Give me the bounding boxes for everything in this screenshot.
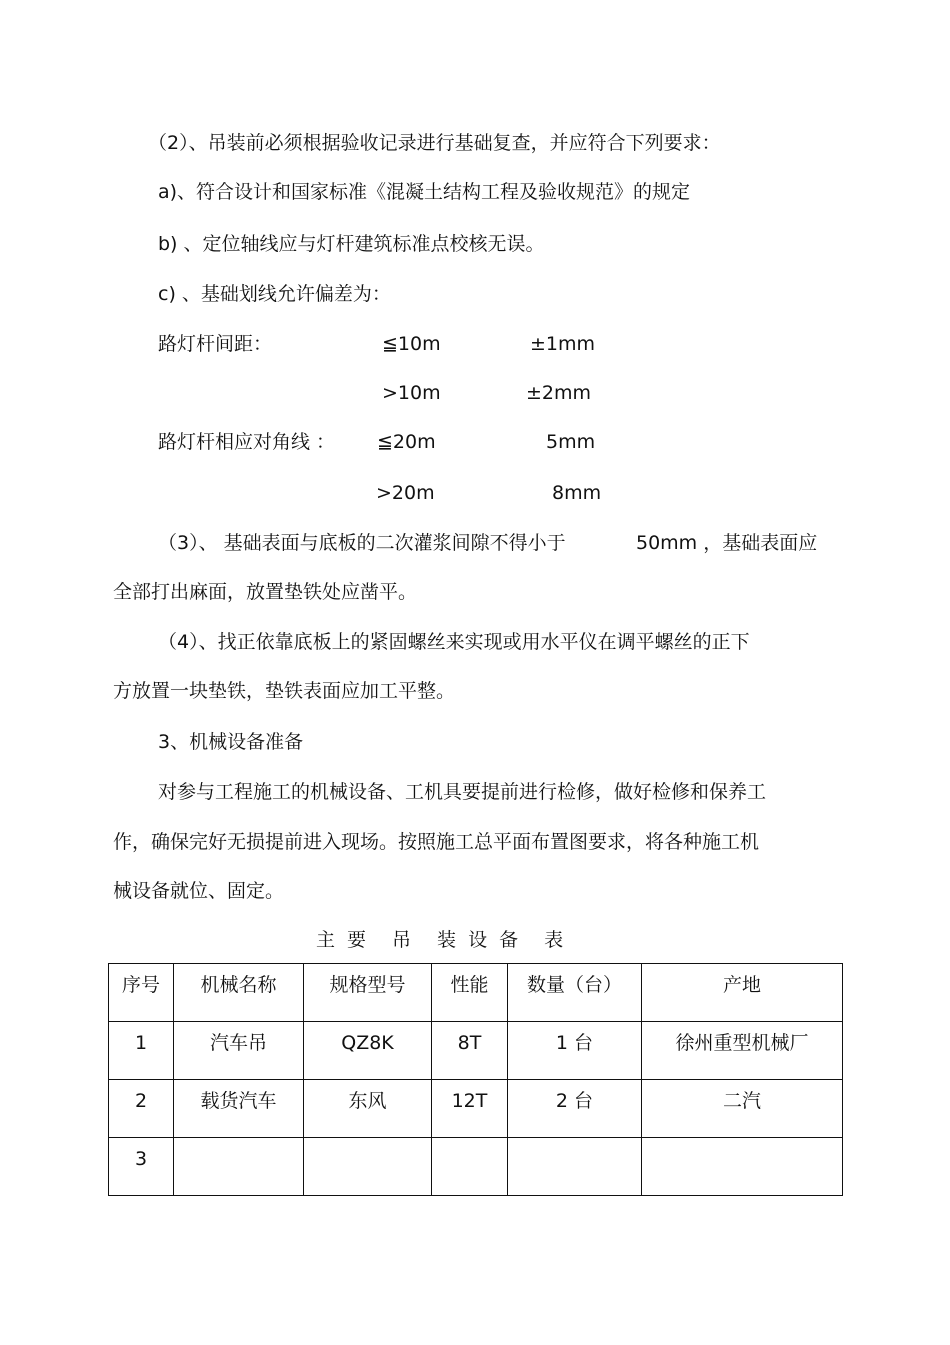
paragraph-2: （2）、吊装前必须根据验收记录进行基础复查，并应符合下列要求： [148,132,721,154]
cell-index: 1 [109,1022,174,1080]
spacing-range-1: ≦10m [382,333,441,355]
paragraph-3-line-2: 全部打出麻面，放置垫铁处应凿平。 [113,581,418,603]
table-title-char: 表 [544,929,564,951]
cell-capacity [432,1138,508,1196]
cell-capacity: 12T [432,1080,508,1138]
table-title-char: 备 [499,929,519,951]
paragraph-3-line-1b: 50mm ，基础表面应 [636,532,818,554]
item-a: a)、符合设计和国家标准《混凝土结构工程及验收规范》的规定 [158,181,691,203]
cell-origin [642,1138,843,1196]
cell-capacity: 8T [432,1022,508,1080]
item-c: c) 、基础划线允许偏差为： [158,283,391,305]
header-capacity: 性能 [432,964,508,1022]
header-machine-name: 机械名称 [174,964,304,1022]
cell-model [304,1138,432,1196]
cell-index: 2 [109,1080,174,1138]
cell-index: 3 [109,1138,174,1196]
table-row [109,1080,843,1138]
table-row [109,1138,843,1196]
diagonal-value-2: 8mm [552,482,602,504]
cell-origin: 徐州重型机械厂 [642,1022,843,1080]
cell-origin: 二汽 [642,1080,843,1138]
section-3-body-line-1: 对参与工程施工的机械设备、工机具要提前进行检修，做好检修和保养工 [158,781,767,803]
section-3-heading: 3、机械设备准备 [158,731,304,753]
cell-model: 东风 [304,1080,432,1138]
cell-model: QZ8K [304,1022,432,1080]
item-b: b) 、定位轴线应与灯杆建筑标准点校核无误。 [158,233,545,255]
section-3-body-line-3: 械设备就位、固定。 [113,880,285,902]
table-title-char: 主 [316,929,336,951]
cell-machine-name: 载货汽车 [174,1080,304,1138]
table-title-char: 装 [437,929,457,951]
spacing-value-2: ±2mm [526,382,592,404]
spacing-value-1: ±1mm [530,333,596,355]
cell-machine-name [174,1138,304,1196]
table-title-char: 吊 [392,929,412,951]
cell-quantity [508,1138,642,1196]
paragraph-3-line-1a: （3）、 基础表面与底板的二次灌浆间隙不得小于 [158,532,566,554]
diagonal-range-2: >20m [376,482,435,504]
spacing-label: 路灯杆间距： [158,333,273,355]
header-quantity: 数量（台） [508,964,642,1022]
table-header-row [109,964,843,1022]
cell-quantity: 2 台 [508,1080,642,1138]
spacing-range-2: >10m [382,382,441,404]
paragraph-4-line-1: （4）、找正依靠底板上的紧固螺丝来实现或用水平仪在调平螺丝的正下 [158,631,750,653]
cell-quantity: 1 台 [508,1022,642,1080]
table-title-char: 要 [347,929,367,951]
equipment-table [108,963,843,1196]
diagonal-value-1: 5mm [546,431,596,453]
table-row [109,1022,843,1080]
diagonal-range-1: ≦20m [377,431,436,453]
section-3-body-line-2: 作，确保完好无损提前进入现场。按照施工总平面布置图要求，将各种施工机 [113,831,760,853]
header-model: 规格型号 [304,964,432,1022]
paragraph-4-line-2: 方放置一块垫铁，垫铁表面应加工平整。 [113,680,456,702]
cell-machine-name: 汽车吊 [174,1022,304,1080]
header-index: 序号 [109,964,174,1022]
table-title-char: 设 [468,929,488,951]
header-origin: 产地 [642,964,843,1022]
table-title [316,928,563,952]
diagonal-label: 路灯杆相应对角线 ： [158,431,336,453]
